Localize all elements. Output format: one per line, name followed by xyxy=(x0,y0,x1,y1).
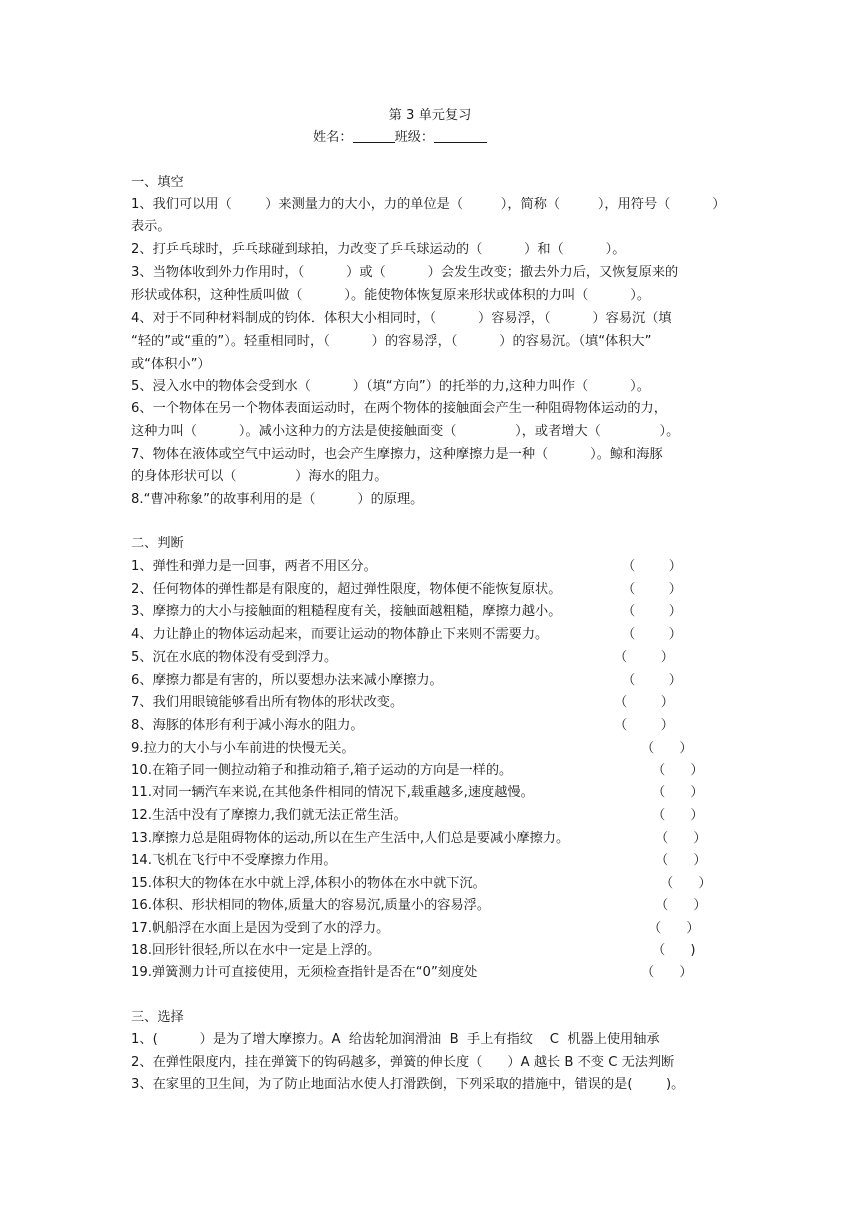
judge-item-text: 12.生活中没有了摩擦力,我们就无法正常生活。 xyxy=(131,808,407,823)
judge-item-text: 19.弹簧测力计可直接使用，无须检查指针是否在“0”刻度处 xyxy=(131,965,478,980)
fill-line: “轻的”或“重的”）。轻重相同时，（ ）的容易浮，（ ）的容易沉。（填“体积大” xyxy=(131,334,652,349)
judge-item xyxy=(131,601,561,623)
judge-item-text: 17.帆船浮在水面上是因为受到了水的浮力。 xyxy=(131,921,390,936)
judge-item-text: 6、摩擦力都是有害的，所以要想办法来减小摩擦力。 xyxy=(131,673,443,688)
fill-section-heading: 一、填空 xyxy=(131,175,184,190)
judge-section-heading: 二、判断 xyxy=(131,536,184,551)
judge-item xyxy=(131,805,407,827)
answer-parens: （ ） xyxy=(622,582,682,597)
fill-line: 7、物体在液体或空气中运动时，也会产生摩擦力，这种摩擦力是一种（ ）。鲸和海豚 xyxy=(131,447,663,462)
judge-item xyxy=(131,670,443,692)
judge-item-text: 11.对同一辆汽车来说,在其他条件相同的情况下,载重越多,速度越慢。 xyxy=(131,785,534,800)
judge-item-text: 7、我们用眼镜能够看出所有物体的形状改变。 xyxy=(131,695,404,710)
answer-parens: （ ） xyxy=(652,808,704,823)
judge-item-text: 15.体积大的物体在水中就上浮,体积小的物体在水中就下沉。 xyxy=(131,876,486,891)
judge-item-text: 4、力让静止的物体运动起来，而要让运动的物体静止下来则不需要力。 xyxy=(131,627,549,642)
choice-line: 3、在家里的卫生间，为了防止地面沾水使人打滑跌倒，下列采取的措施中，错误的是( )。 xyxy=(131,1077,685,1092)
answer-parens: （ ） xyxy=(614,695,674,710)
judge-item xyxy=(131,962,477,984)
judge-item-text: 2、任何物体的弹性都是有限度的，超过弹性限度，物体便不能恢复原状。 xyxy=(131,582,562,597)
name-label: 姓名： xyxy=(313,130,353,145)
judge-item-text: 1、弹性和弹力是一回事，两者不用区分。 xyxy=(131,559,377,574)
judge-item-text: 10.在箱子同一侧拉动箱子和推动箱子,箱子运动的方向是一样的。 xyxy=(131,763,513,778)
page-title: 第 3 单元复习 xyxy=(388,108,472,123)
fill-line: 1、我们可以用（ ）来测量力的大小，力的单位是（ ），简称（ ），用符号（ ） xyxy=(131,197,726,212)
class-blank xyxy=(434,128,487,143)
judge-item xyxy=(131,692,403,714)
student-info xyxy=(313,127,487,149)
answer-parens: （ ） xyxy=(641,965,693,980)
judge-item xyxy=(131,624,548,646)
judge-item xyxy=(131,873,486,895)
fill-line: 3、当物体收到外力作用时，（ ）或（ ）会发生改变；撤去外力后，又恢复原来的 xyxy=(131,265,679,280)
answer-parens: （ ） xyxy=(648,921,700,936)
answer-parens: （ ） xyxy=(652,785,704,800)
judge-item-text: 18.回形针很轻,所以在水中一定是上浮的。 xyxy=(131,943,381,958)
judge-item-text: 14.飞机在飞行中不受摩擦力作用。 xyxy=(131,853,337,868)
judge-item xyxy=(131,918,389,940)
judge-item xyxy=(131,738,355,760)
answer-parens: （ ） xyxy=(622,673,682,688)
judge-item xyxy=(131,782,534,804)
answer-parens: （ ） xyxy=(655,831,707,846)
judge-item xyxy=(131,579,561,601)
judge-item xyxy=(131,850,337,872)
class-label: 班级： xyxy=(394,130,435,145)
judge-item-text: 13.摩擦力总是阻碍物体的运动,所以在生产生活中,人们总是要减小摩擦力。 xyxy=(131,831,570,846)
judge-item xyxy=(131,760,512,782)
fill-line: 这种力叫（ ）。减小这种力的方法是使接触面变（ ），或者增大（ ）。 xyxy=(131,424,680,439)
judge-item xyxy=(131,715,364,737)
answer-parens: （ ） xyxy=(641,741,693,756)
answer-parens: （ ） xyxy=(622,627,682,642)
judge-item xyxy=(131,895,490,917)
fill-line: 6、一个物体在另一个物体表面运动时，在两个物体的接触面会产生一种阻碍物体运动的力， xyxy=(131,401,667,416)
fill-line: 表示。 xyxy=(131,219,171,234)
answer-parens: （ ) xyxy=(652,943,696,958)
fill-line: 或“体积小”） xyxy=(131,357,211,372)
answer-parens: （ ） xyxy=(622,559,682,574)
fill-line: 4、对于不同种材料制成的钧体．体积大小相同时，（ ）容易浮，（ ）容易沉（填 xyxy=(131,311,672,326)
fill-line: 2、打乒乓球时，乒乓球碰到球拍，力改变了乒乓球运动的（ ）和（ ）。 xyxy=(131,242,626,257)
answer-parens: （ ） xyxy=(614,650,674,665)
answer-parens: （ ） xyxy=(655,898,707,913)
answer-parens: （ ） xyxy=(655,853,707,868)
judge-item xyxy=(131,647,337,669)
judge-item xyxy=(131,828,569,850)
answer-parens: （ ） xyxy=(652,763,704,778)
judge-item-text: 16.体积、形状相同的物体,质量大的容易沉,质量小的容易浮。 xyxy=(131,898,491,913)
choice-line: 2、在弹性限度内，挂在弹簧下的钩码越多，弹簧的伸长度（ ）A 越长 B 不变 C 无法判断 xyxy=(131,1055,675,1070)
judge-item xyxy=(131,556,377,578)
judge-item-text: 8、海豚的体形有利于减小海水的阻力。 xyxy=(131,718,364,733)
answer-parens: （ ） xyxy=(622,604,682,619)
answer-parens: （ ） xyxy=(660,876,712,891)
choice-line: 1、( ）是为了增大摩擦力。A 给齿轮加润滑油 B 手上有指纹 C 机器上使用轴承 xyxy=(131,1032,660,1047)
choice-section-heading: 三、选择 xyxy=(131,1010,184,1025)
judge-item xyxy=(131,940,380,962)
fill-line: 5、浸入水中的物体会受到水（ ）（填“方向”）的托举的力,这种力叫作（ ）。 xyxy=(131,379,650,394)
judge-item-text: 9.拉力的大小与小车前进的快慢无关。 xyxy=(131,741,355,756)
judge-item-text: 3、摩擦力的大小与接触面的粗糙程度有关，接触面越粗糙，摩擦力越小。 xyxy=(131,604,562,619)
fill-line: 的身体形状可以（ ）海水的阻力。 xyxy=(131,469,388,484)
judge-item-text: 5、沉在水底的物体没有受到浮力。 xyxy=(131,650,338,665)
fill-line: 8.“曹冲称象”的故事利用的是（ ）的原理。 xyxy=(131,492,424,507)
fill-line: 形状或体积，这种性质叫做（ ）。能使物体恢复原来形状或体积的力叫（ ）。 xyxy=(131,288,651,303)
name-blank xyxy=(353,128,395,143)
answer-parens: （ ） xyxy=(614,718,674,733)
